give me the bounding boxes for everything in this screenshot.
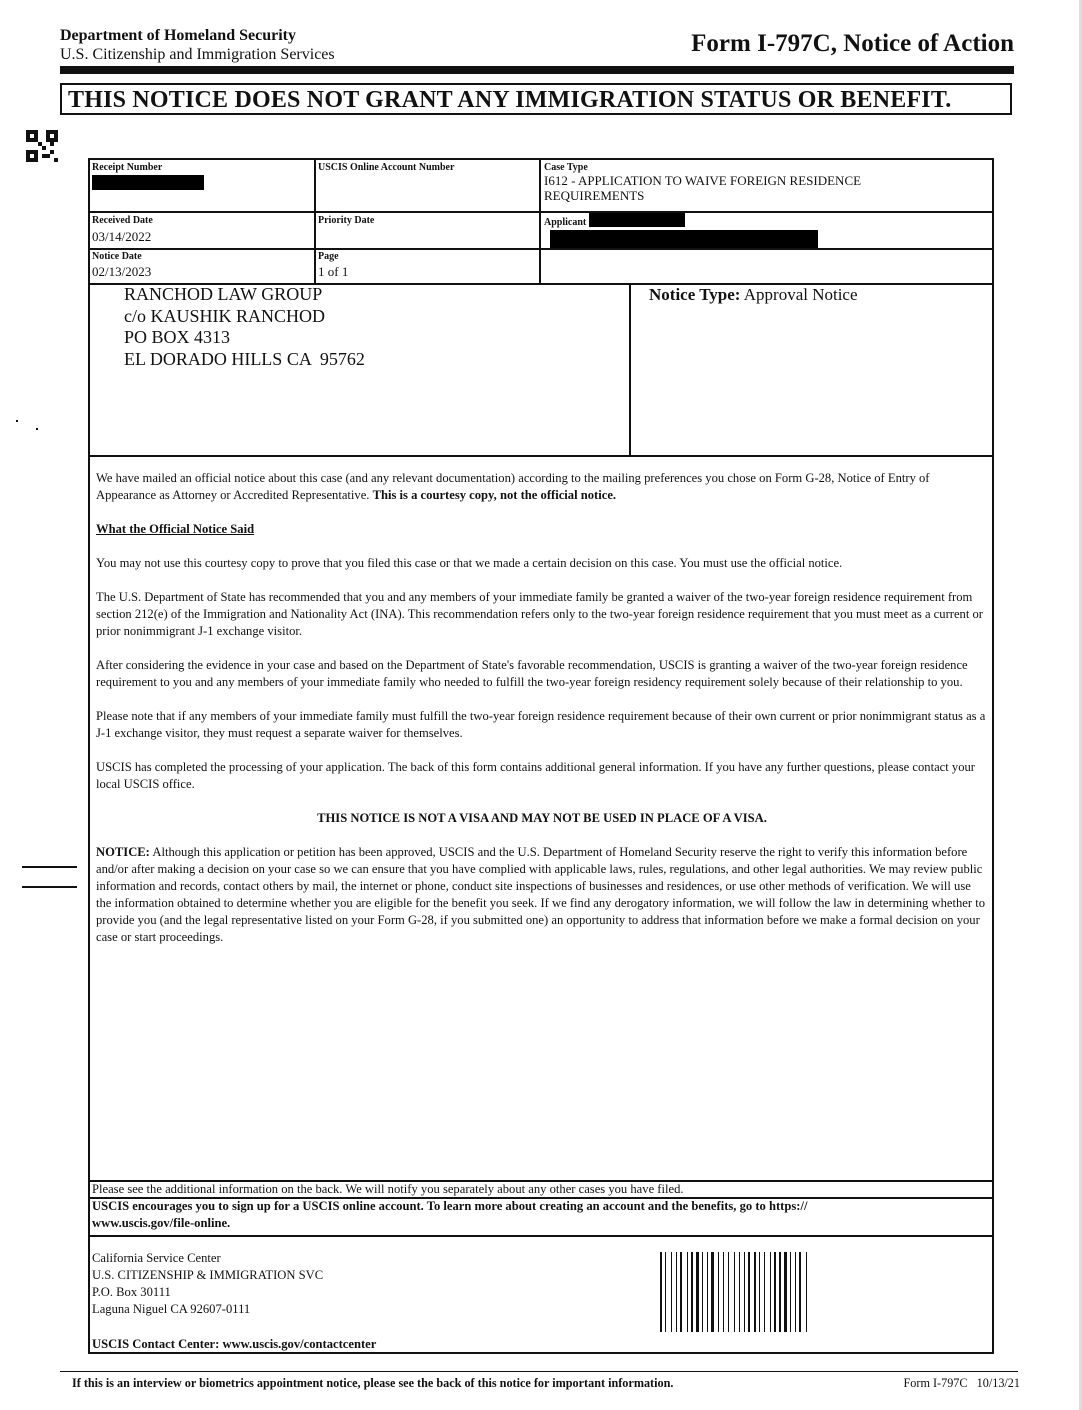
qr-code-icon xyxy=(26,130,58,162)
barcode-bar xyxy=(764,1252,765,1332)
barcode-bar xyxy=(671,1252,672,1332)
notice-text: Although this application or petition has been approved, USCIS and the U.S. Department of Homeland Security reserve the right to verify this information before and/or after making a decision on your case so we can ensure that you have complied with applicable laws, rules, regulations, and other legal authorities. We may review public information and records, contact others by mail, the internet or phone, conduct site inspections of businesses and residences, or use other methods of verification. We will use the information obtained to determine whether you are eligible for the benefit you seek. If we find any derogatory information, we will follow the law in determining whether to provide you (and the legal representative listed on your Form G-28, if you submitted one) an opportunity to address that information before we make a formal decision on your case or start proceedings. xyxy=(96,845,985,944)
agency-header xyxy=(60,26,335,64)
receipt-number-label: Receipt Number xyxy=(92,162,163,173)
barcode-bar xyxy=(761,1252,763,1332)
barcode-bar xyxy=(678,1252,679,1332)
applicant-cell xyxy=(544,213,990,228)
barcode-bar xyxy=(799,1252,801,1332)
barcode-bar xyxy=(683,1252,686,1332)
barcode-bar xyxy=(715,1252,717,1332)
case-type-cell xyxy=(544,162,984,203)
notice-type xyxy=(649,285,858,305)
barcode-bar xyxy=(704,1252,706,1332)
bottom-note: If this is an interview or biometrics appointment notice, please see the back of this notice for important information. xyxy=(72,1376,674,1390)
barcode-bar xyxy=(696,1252,699,1332)
page-label: Page xyxy=(318,251,339,262)
barcode-bar xyxy=(797,1252,798,1332)
grid-line xyxy=(314,158,316,283)
barcode-bar xyxy=(673,1252,675,1332)
barcode-bar xyxy=(806,1252,807,1332)
barcode-bar xyxy=(772,1252,773,1332)
grid-line xyxy=(88,1235,994,1237)
barcode-bar xyxy=(707,1252,708,1332)
visa-notice: THIS NOTICE IS NOT A VISA AND MAY NOT BE USED IN PLACE OF A VISA. xyxy=(317,811,767,825)
paragraph-waiver: After considering the evidence in your case and based on the Department of State's favorable recommendation, USCIS is granting a waiver of the two-year foreign residence requirement to you and any members of your immediate family who needed to fulfill the two-year foreign residency requirement solely because of their relationship to you. xyxy=(96,658,968,689)
redacted-applicant-2 xyxy=(550,230,818,248)
received-date-cell xyxy=(92,215,312,244)
notice-body xyxy=(96,470,988,963)
address-line-1: RANCHOD LAW GROUP xyxy=(124,284,323,304)
center-line-3: P.O. Box 30111 xyxy=(92,1285,171,1299)
paragraph-courtesy: You may not use this courtesy copy to prove that you filed this case or that we made a certain decision on this case. You must use the official notice. xyxy=(96,556,843,570)
barcode-bar xyxy=(784,1252,787,1332)
header-rule xyxy=(60,66,1014,74)
paragraph-family: Please note that if any members of your immediate family must fulfill the two-year foreign residence requirement because of their own current or prior nonimmigrant status as a J-1 exchange visitor, they must request a separate waiver for themselves. xyxy=(96,709,986,740)
notice-date-cell xyxy=(92,251,312,279)
barcode-bar xyxy=(730,1252,733,1332)
contact-center: USCIS Contact Center: www.uscis.gov/contactcenter xyxy=(92,1337,377,1351)
barcode-icon xyxy=(660,1252,858,1332)
barcode-bar xyxy=(748,1252,751,1332)
additional-info: Please see the additional information on the back. We will notify you separately about any other cases you have filed. xyxy=(92,1182,684,1196)
grid-line xyxy=(88,248,994,250)
center-line-2: U.S. CITIZENSHIP & IMMIGRATION SVC xyxy=(92,1268,324,1282)
barcode-bar xyxy=(770,1252,771,1332)
barcode-bar xyxy=(788,1252,789,1332)
barcode-bar xyxy=(665,1252,666,1332)
notice-date-value: 02/13/2023 xyxy=(92,264,152,279)
barcode-bar xyxy=(734,1252,735,1332)
address-line-2: c/o KAUSHIK RANCHOD xyxy=(124,305,325,326)
barcode-bar xyxy=(676,1252,677,1332)
case-type-value: I612 - APPLICATION TO WAIVE FOREIGN RESIDENCE REQUIREMENTS xyxy=(544,173,862,203)
barcode-bar xyxy=(725,1252,726,1332)
barcode-bar xyxy=(663,1252,664,1332)
section-heading: What the Official Notice Said xyxy=(96,522,255,536)
barcode-bar xyxy=(757,1252,758,1332)
barcode-bar xyxy=(694,1252,695,1332)
barcode-bar xyxy=(741,1252,743,1332)
redacted-receipt-number xyxy=(92,175,204,190)
barcode-bar xyxy=(702,1252,703,1332)
barcode-bar xyxy=(790,1252,791,1332)
paragraph-completed: USCIS has completed the processing of your application. The back of this form contains additional general information. If you have any further questions, please contact your local USCIS office. xyxy=(96,760,975,791)
online-account-note: USCIS encourages you to sign up for a USCIS online account. To learn more about creating an account and the benefits, go to https:// www.uscis.gov/file-online. xyxy=(92,1199,808,1230)
address-line-3: PO BOX 4313 xyxy=(124,327,231,347)
form-title: Form I-797C, Notice of Action xyxy=(691,30,1014,57)
paragraph-mailing xyxy=(96,470,988,504)
barcode-bar xyxy=(739,1252,740,1332)
barcode-bar xyxy=(723,1252,725,1332)
barcode-bar xyxy=(709,1252,710,1332)
grid-line xyxy=(539,158,541,283)
center-line-4: Laguna Niguel CA 92607-0111 xyxy=(92,1302,251,1316)
service-center-address xyxy=(92,1250,323,1318)
barcode-bar xyxy=(752,1252,753,1332)
barcode-bar xyxy=(660,1252,662,1332)
barcode-bar xyxy=(774,1252,776,1332)
receipt-number-cell xyxy=(92,162,312,193)
department-name: Department of Homeland Security xyxy=(60,27,296,44)
barcode-bar xyxy=(808,1252,809,1332)
barcode-bar xyxy=(687,1252,688,1332)
barcode-bar xyxy=(689,1252,690,1332)
barcode-bar xyxy=(667,1252,670,1332)
barcode-bar xyxy=(700,1252,701,1332)
barcode-bar xyxy=(777,1252,778,1332)
paragraph-mailing-text: We have mailed an official notice about this case (and any relevant documentation) according to the mailing preferences you chose on Form G-28, Notice of Entry of Appearance as Attorney or Accredited Representative. xyxy=(96,471,930,502)
priority-date-cell xyxy=(318,215,536,226)
bottom-rule xyxy=(60,1371,1018,1372)
grid-line xyxy=(88,455,994,457)
center-line-1: California Service Center xyxy=(92,1251,221,1265)
paragraph-state-dept: The U.S. Department of State has recommended that you and any members of your immediate family be granted a waiver of the two-year foreign residence requirement from section 212(e) of the Immigration and Nationality Act (INA). This recommendation refers only to the two-year foreign residence requirement that you must meet as a current or prior nonimmigrant J-1 exchange visitor. xyxy=(96,590,983,638)
barcode-bar xyxy=(766,1252,769,1332)
priority-date-label: Priority Date xyxy=(318,215,375,226)
barcode-bar xyxy=(744,1252,745,1332)
notice-date-label: Notice Date xyxy=(92,251,142,262)
paragraph-notice xyxy=(96,844,988,946)
barcode-bar xyxy=(711,1252,714,1332)
barcode-bar xyxy=(782,1252,783,1332)
page-value: 1 of 1 xyxy=(318,264,349,279)
online-account-label: USCIS Online Account Number xyxy=(318,162,455,173)
address-divider xyxy=(629,283,631,455)
received-date-label: Received Date xyxy=(92,215,153,226)
mailing-address xyxy=(124,284,365,370)
address-line-4: EL DORADO HILLS CA 95762 xyxy=(124,348,365,369)
applicant-label: Applicant xyxy=(544,217,587,228)
agency-name: U.S. Citizenship and Immigration Services xyxy=(60,46,335,63)
online-account-cell xyxy=(318,162,536,173)
barcode-bar xyxy=(728,1252,729,1332)
barcode-bar xyxy=(754,1252,756,1332)
barcode-bar xyxy=(802,1252,805,1332)
barcode-bar xyxy=(718,1252,719,1332)
barcode-bar xyxy=(720,1252,721,1332)
received-date-value: 03/14/2022 xyxy=(92,229,152,244)
barcode-bar xyxy=(680,1252,682,1332)
courtesy-copy-note: This is a courtesy copy, not the official notice. xyxy=(372,488,617,502)
notice-type-label: Notice Type: xyxy=(649,285,741,304)
barcode-bar xyxy=(691,1252,693,1332)
barcode-bar xyxy=(746,1252,747,1332)
status-banner: THIS NOTICE DOES NOT GRANT ANY IMMIGRATION STATUS OR BENEFIT. xyxy=(60,83,1012,115)
form-id: Form I-797C 10/13/21 xyxy=(903,1376,1020,1390)
page-cell xyxy=(318,251,536,279)
redacted-applicant-1 xyxy=(589,213,685,227)
barcode-bar xyxy=(736,1252,738,1332)
barcode-bar xyxy=(779,1252,781,1332)
barcode-bar xyxy=(759,1252,760,1332)
barcode-bar xyxy=(792,1252,794,1332)
notice-type-value: Approval Notice xyxy=(743,285,858,304)
case-type-label: Case Type xyxy=(544,162,588,173)
barcode-bar xyxy=(795,1252,796,1332)
notice-label: NOTICE: xyxy=(96,845,150,859)
